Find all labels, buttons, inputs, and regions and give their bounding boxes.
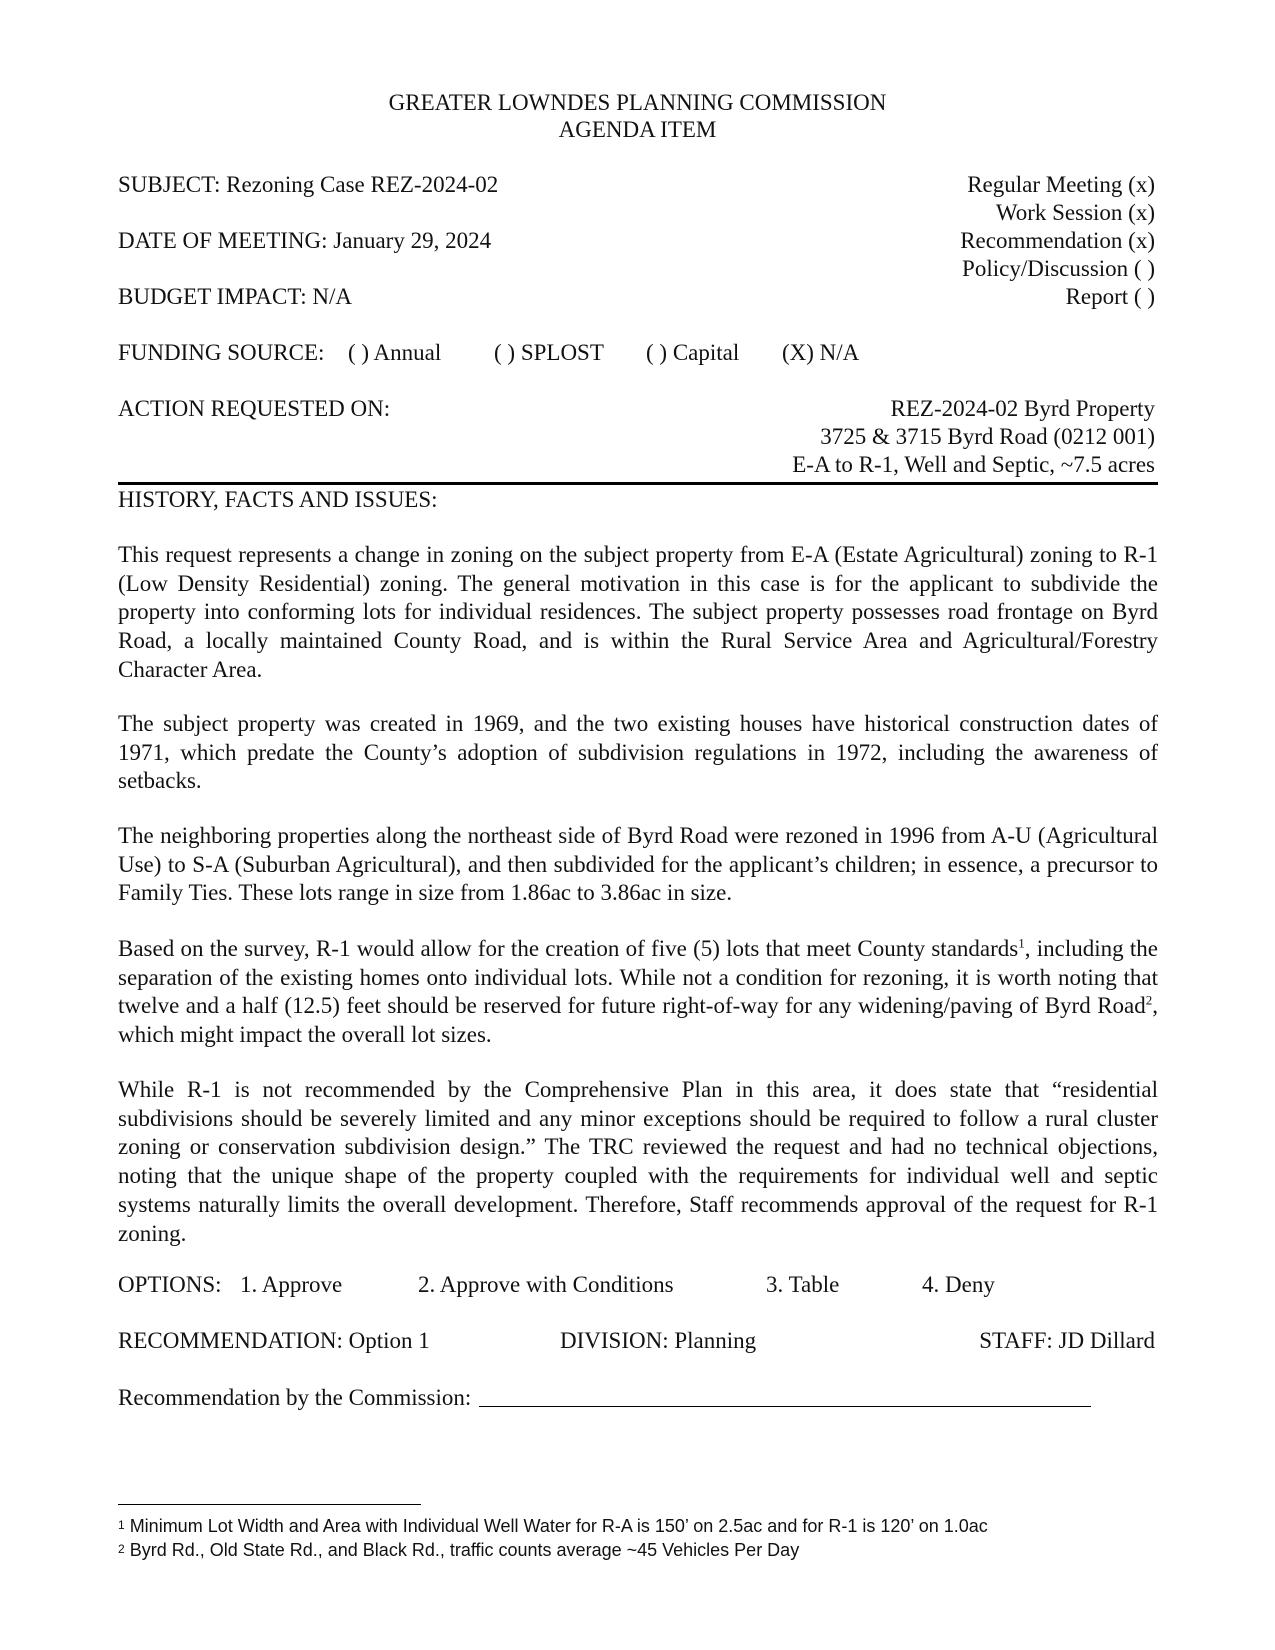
funding-splost: ( ) SPLOST [494, 340, 604, 365]
paragraph-5: While R-1 is not recommended by the Comprehensive Plan in this area, it does state that “residential subdivisions should be severely limited and any minor exceptions should be required to follow a rural cluster zoning or conservation subdivision design.” The TRC reviewed the request and had no technical objections, noting that the unique shape of the property coupled with the requirements for individual well and septic systems naturally limits the overall development. Therefore, Staff recommends approval of the request for R-1 zoning. [118, 1077, 1158, 1246]
paragraph-4-part-3: , which might impact the overall lot sizes. [118, 993, 1158, 1048]
action-case: REZ-2024-02 Byrd Property [890, 396, 1155, 421]
footnote-1 [118, 1515, 988, 1537]
footnote-2-mark: 2 [118, 1542, 125, 1556]
document-title: AGENDA ITEM [558, 117, 717, 142]
budget-impact: BUDGET IMPACT: N/A [118, 284, 352, 309]
meeting-date: DATE OF MEETING: January 29, 2024 [118, 228, 492, 253]
footnote-2-text: Byrd Rd., Old State Rd., and Black Rd., traffic counts average ~45 Vehicles Per Day [124, 1540, 800, 1560]
funding-capital: ( ) Capital [646, 340, 740, 365]
paragraph-4-part-1: Based on the survey, R-1 would allow for the creation of five (5) lots that meet County standards [118, 936, 1019, 961]
footnote-ref-2: 2 [1145, 992, 1153, 1008]
paragraph-4-part-2: , including the separation of the existing homes onto individual lots. While not a condition for rezoning, it is worth noting that twelve and a half (12.5) feet should be reserved for future right-of-way for any widening/paving of Byrd Road [118, 936, 1158, 1019]
footnote-1-mark: 1 [118, 1518, 125, 1532]
commission-recommendation-row [118, 1384, 1091, 1412]
funding-annual: ( ) Annual [348, 340, 442, 365]
paragraph-1: This request represents a change in zoning on the subject property from E-A (Estate Agricultural) zoning to R-1 (Low Density Residential) zoning. The general motivation in this case is for the applicant to subdivide the property into conforming lots for individual residences. The subject property possesses road frontage on Byrd Road, a locally maintained County Road, and is within the Rural Service Area and Agricultural/Forestry Character Area. [118, 542, 1158, 682]
action-address: 3725 & 3715 Byrd Road (0212 001) [820, 424, 1155, 449]
meeting-type-policy: Policy/Discussion ( ) [962, 256, 1155, 281]
footnote-divider [118, 1504, 421, 1505]
funding-na: (X) N/A [782, 340, 860, 365]
option-approve-with-conditions: 2. Approve with Conditions [418, 1272, 674, 1297]
action-zoning: E-A to R-1, Well and Septic, ~7.5 acres [792, 452, 1155, 477]
subject-line: SUBJECT: Rezoning Case REZ-2024-02 [118, 172, 499, 197]
option-table: 3. Table [766, 1272, 840, 1297]
commission-recommendation-label: Recommendation by the Commission: [118, 1385, 472, 1410]
paragraph-2: The subject property was created in 1969, and the two existing houses have historical construction dates of 1971, which predate the County’s adoption of subdivision regulations in 1972, including the awareness of setbacks. [118, 711, 1158, 794]
footnote-1-text: Minimum Lot Width and Area with Individual Well Water for R-A is 150’ on 2.5ac and for R-1 is 120’ on 1.0ac [124, 1516, 988, 1536]
paragraph-3: The neighboring properties along the northeast side of Byrd Road were rezoned in 1996 from A-U (Agricultural Use) to S-A (Suburban Agricultural), and then subdivided for the applicant’s children; in essence, a precursor to Family Ties. These lots range in size from 1.86ac to 3.86ac in size. [118, 823, 1158, 906]
staff: STAFF: JD Dillard [979, 1328, 1155, 1353]
meeting-type-report: Report ( ) [1065, 284, 1155, 309]
history-heading: HISTORY, FACTS AND ISSUES: [118, 487, 438, 512]
meeting-type-recommendation: Recommendation (x) [960, 228, 1155, 253]
footnote-2 [118, 1539, 799, 1561]
section-divider [118, 482, 1158, 485]
paragraph-4 [118, 935, 1158, 1050]
funding-source-label: FUNDING SOURCE: [118, 340, 325, 365]
options-label: OPTIONS: [118, 1272, 222, 1297]
recommendation: RECOMMENDATION: Option 1 [118, 1328, 430, 1353]
meeting-type-work-session: Work Session (x) [995, 200, 1155, 225]
option-deny: 4. Deny [922, 1272, 995, 1297]
meeting-type-regular: Regular Meeting (x) [967, 172, 1155, 197]
action-requested-label: ACTION REQUESTED ON: [118, 396, 391, 421]
org-title: GREATER LOWNDES PLANNING COMMISSION [388, 90, 887, 115]
option-approve: 1. Approve [240, 1272, 343, 1297]
footnote-ref-1: 1 [1018, 935, 1025, 951]
division: DIVISION: Planning [560, 1328, 757, 1353]
commission-recommendation-blank [479, 1386, 1091, 1407]
